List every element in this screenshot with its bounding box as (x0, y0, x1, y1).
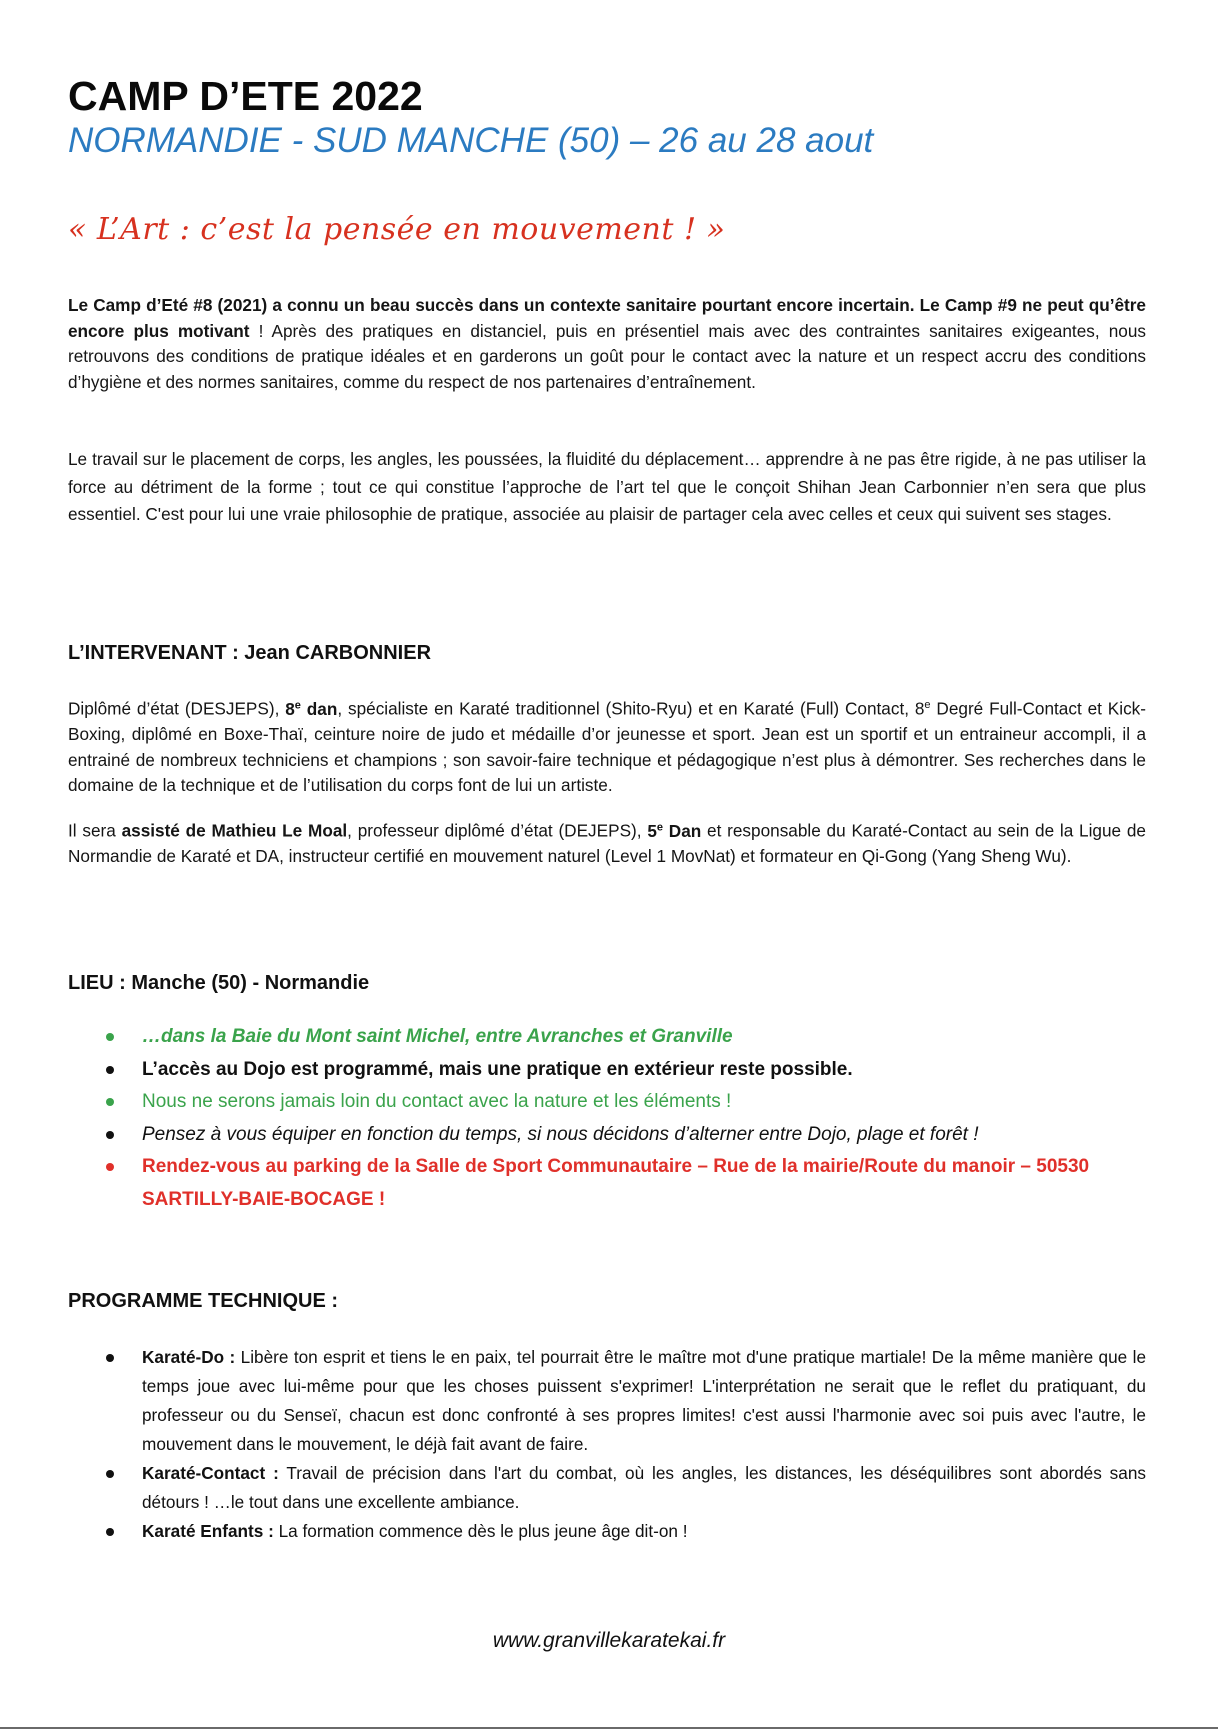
list-item: Rendez-vous au parking de la Salle de Sport Communautaire – Rue de la mairie/Route du manoir – 50530 SARTILLY-BAIE-BOCAGE ! (68, 1151, 1146, 1216)
page-title: CAMP D’ETE 2022 (68, 73, 423, 119)
intervenant-paragraph-2 (68, 815, 1146, 870)
intervenant-text: , spécialiste en Karaté traditionnel (Shito-Ryu) et en Karaté (Full) Contact, 8 (337, 698, 925, 719)
intervenant-paragraph-1 (68, 693, 1146, 799)
list-item: Karaté Enfants : La formation commence dès le plus jeune âge dit-on ! (68, 1517, 1146, 1546)
bullet-icon (106, 1163, 114, 1171)
superscript: e (924, 699, 931, 711)
intro-bold-text: Le Camp d’Eté #8 (2021) a connu un beau succès dans un contexte sanitaire pourtant encore incertain. Le Camp #9 ne peut qu’être encore plus motivant (68, 295, 1146, 341)
intro-text: ! Après des pratiques en distanciel, puis en présentiel mais avec des contraintes sanitaires exigeantes, nous retrouvons des conditions de pratique idéales et en garderons un goût pour le contact avec la nature et un respect accru des conditions d’hygiène et des normes sanitaires, comme du respect de nos partenaires d’entraînement. (68, 320, 1146, 392)
bullet-icon (106, 1131, 114, 1139)
intervenant-text: Il sera (68, 820, 122, 841)
intervenant-heading: L’INTERVENANT : Jean CARBONNIER (68, 642, 432, 664)
intro-paragraph-2: Le travail sur le placement de corps, les angles, les poussées, la fluidité du déplacement… apprendre à ne pas être rigide, à ne pas utiliser la force au détriment de la forme ; tout ce qui constitue l’approche de l’art tel que le conçoit Shihan Jean Carbonnier n’en sera que plus essentiel. C'est pour lui une vraie philosophie de pratique, associée au plaisir de partager cela avec celles et ceux qui suivent ses stages. (68, 449, 1146, 524)
programme-heading: PROGRAMME TECHNIQUE : (68, 1290, 338, 1312)
intervenant-text: et responsable du Karaté-Contact au sein de la Ligue de Normandie de Karaté et DA, instructeur certifié en mouvement naturel (Level 1 MovNat) et formateur en Qi-Gong (Yang Sheng Wu). (68, 820, 1146, 867)
dan-grade: 8e dan (285, 698, 338, 719)
page-bottom-rule (0, 1727, 1218, 1729)
assistant-grade: 5e Dan (647, 820, 702, 841)
intervenant-text: Diplômé d’état (DESJEPS), (68, 698, 286, 719)
list-item: L’accès au Dojo est programmé, mais une pratique en extérieur reste possible. (68, 1054, 1146, 1087)
bullet-icon (106, 1354, 114, 1362)
programme-list (68, 1343, 1146, 1546)
list-item: …dans la Baie du Mont saint Michel, entre Avranches et Granville (68, 1021, 1146, 1054)
list-item: Karaté-Contact : Travail de précision dans l'art du combat, où les angles, les distances, les déséquilibres sont abordés sans détours ! …le tout dans une excellente ambiance. (68, 1459, 1146, 1517)
footer-website-link[interactable]: www.granvillekaratekai.fr (492, 1629, 726, 1652)
lieu-list (68, 1021, 1146, 1216)
bullet-icon (106, 1098, 114, 1106)
list-item: Karaté-Do : Libère ton esprit et tiens le en paix, tel pourrait être le maître mot d'une pratique martiale! De la même manière que le temps joue avec lui-même pour que les choses puissent s'exprimer! L'interprétation ne serait que le reflet du pratiquant, du professeur ou du Senseï, chacun est donc confronté à ses propres limites! c'est aussi l'harmonie avec soi puis avec l'autre, le mouvement dans le mouvement, le déjà fait avant de faire. (68, 1343, 1146, 1459)
bullet-icon (106, 1470, 114, 1478)
motto-quote: « L’Art : c’est la pensée en mouvement ! » (68, 212, 726, 247)
intervenant-text: , professeur diplômé d’état (DEJEPS), (347, 820, 648, 841)
intervenant-text: Degré Full-Contact et Kick-Boxing, diplômé en Boxe-Thaï, ceinture noire de judo et médaille d’or jeunesse et sport. Jean est un sportif et un entraineur accompli, il a entrainé de nombreux techniciens et champions ; son savoir-faire technique et pédagogique n’est plus à démontrer. Ses recherches dans le domaine de la technique et de l’utilisation du corps font de lui un artiste. (68, 698, 1146, 796)
lieu-heading: LIEU : Manche (50) - Normandie (68, 972, 370, 994)
bullet-icon (106, 1528, 114, 1536)
assistant-name: assisté de Mathieu Le Moal (121, 820, 348, 841)
intro-paragraph-1 (68, 293, 1146, 395)
bullet-icon (106, 1033, 114, 1041)
list-item: Nous ne serons jamais loin du contact avec la nature et les éléments ! (68, 1086, 1146, 1119)
bullet-icon (106, 1066, 114, 1074)
list-item: Pensez à vous équiper en fonction du temps, si nous décidons d’alterner entre Dojo, plage et forêt ! (68, 1119, 1146, 1152)
page-subtitle: NORMANDIE - SUD MANCHE (50) – 26 au 28 aout (68, 121, 874, 160)
